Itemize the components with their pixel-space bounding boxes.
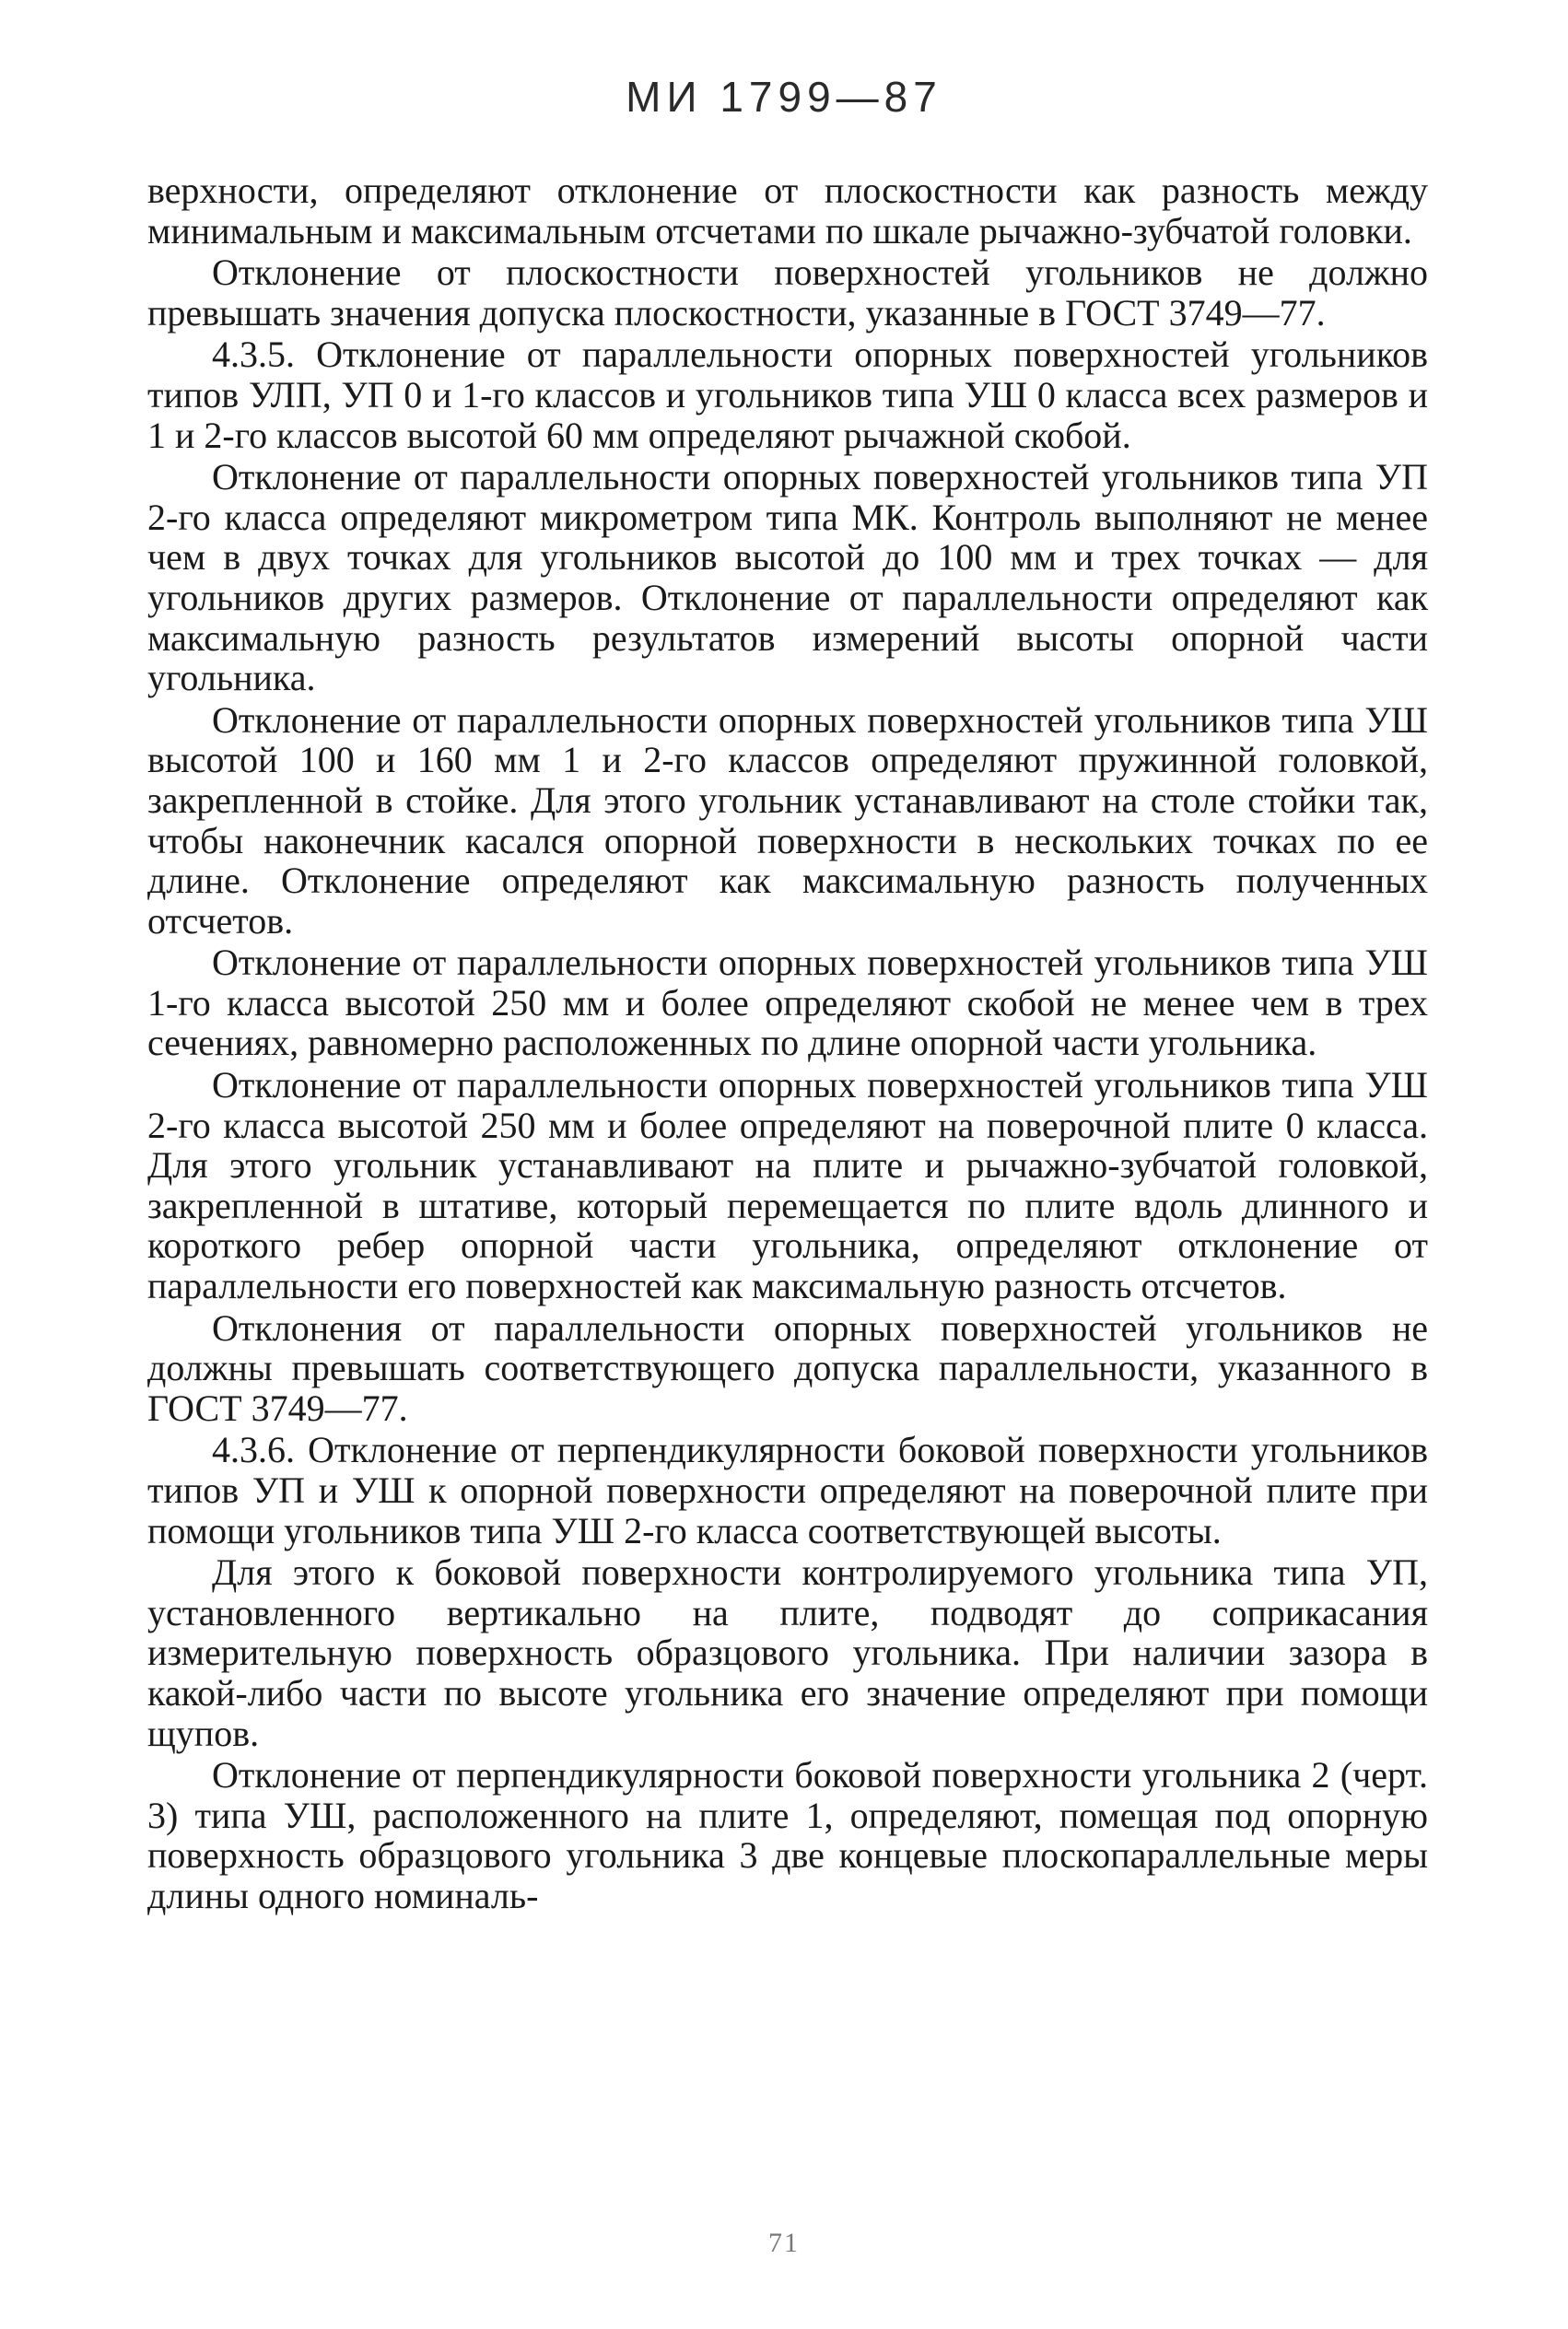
paragraph-4-3-5: 4.3.5. Отклонение от параллельности опорных поверхностей угольников типов УЛП, УП 0 и 1-го классов и угольников типа УШ 0 класса всех размеров и 1 и 2-го классов высотой 60 мм определяют рычажной скобой.	[147, 334, 1428, 456]
paragraph-4-3-6: 4.3.6. Отклонение от перпендикулярности боковой поверхности угольников типов УП и УШ к опорной поверхности определяют на поверочной плите при помощи угольников типа УШ 2-го класса соответствующей высоты.	[147, 1429, 1428, 1551]
paragraph-ush-bracket: Отклонение от параллельности опорных поверхностей угольников типа УШ 1-го класса высотой 250 мм и более определяют скобой не менее чем в трех сечениях, равномерно расположенных по длине опорной части угольника.	[147, 942, 1428, 1064]
paragraph-up-gap: Для этого к боковой поверхности контролируемого угольника типа УП, установленного вертикально на плите, подводят до соприкасания измерительную поверхность образцового угольника. При наличии зазора в какой-либо части по высоте угольника его значение определяют при помощи щупов.	[147, 1551, 1428, 1754]
paragraph-up-micrometer: Отклонение от параллельности опорных поверхностей угольников типа УП 2-го класса определяют микрометром типа МК. Контроль выполняют не менее чем в двух точках для угольников высотой до 100 мм и трех точках — для угольников других размеров. Отклонение от параллельности определяют как максимальную разность результатов измерений высоты опорной части угольника.	[147, 456, 1428, 699]
paragraph-ush-spring-head: Отклонение от параллельности опорных поверхностей угольников типа УШ высотой 100 и 160 мм 1 и 2-го классов определяют пружинной головкой, закрепленной в стойке. Для этого угольник устанавливают на столе стойки так, чтобы наконечник касался опорной поверхности в нескольких точках по ее длине. Отклонение определяют как максимальную разность полученных отсчетов.	[147, 698, 1428, 942]
paragraph-continuation: верхности, определяют отклонение от плоскостности как разность между минимальным и максимальным отсчетами по шкале рычажно-зубчатой головки.	[147, 170, 1428, 252]
paragraph-flatness-limit: Отклонение от плоскостности поверхностей угольников не должно превышать значения допуска плоскостности, указанные в ГОСТ 3749—77.	[147, 252, 1428, 334]
paragraph-ush-perpendicularity: Отклонение от перпендикулярности боковой поверхности угольника 2 (черт. 3) типа УШ, расположенного на плите 1, определяют, помещая под опорную поверхность образцового угольника 3 две концевые плоскопараллельные меры длины одного номиналь-	[147, 1754, 1428, 1916]
document-body	[147, 170, 1428, 1918]
paragraph-ush-surface-plate: Отклонение от параллельности опорных поверхностей угольников типа УШ 2-го класса высотой 250 мм и более определяют на поверочной плите 0 класса. Для этого угольник устанавливают на плите и рычажно-зубчатой головкой, закрепленной в штативе, который перемещается по плите вдоль длинного и короткого ребер опорной части угольника, определяют отклонение от параллельности его поверхностей как максимальную разность отсчетов.	[147, 1064, 1428, 1307]
paragraph-parallelism-limit: Отклонения от параллельности опорных поверхностей угольников не должны превышать соответствующего допуска параллельности, указанного в ГОСТ 3749—77.	[147, 1306, 1428, 1429]
document-header: МИ 1799—87	[626, 73, 942, 121]
page-number: 71	[768, 2228, 800, 2258]
